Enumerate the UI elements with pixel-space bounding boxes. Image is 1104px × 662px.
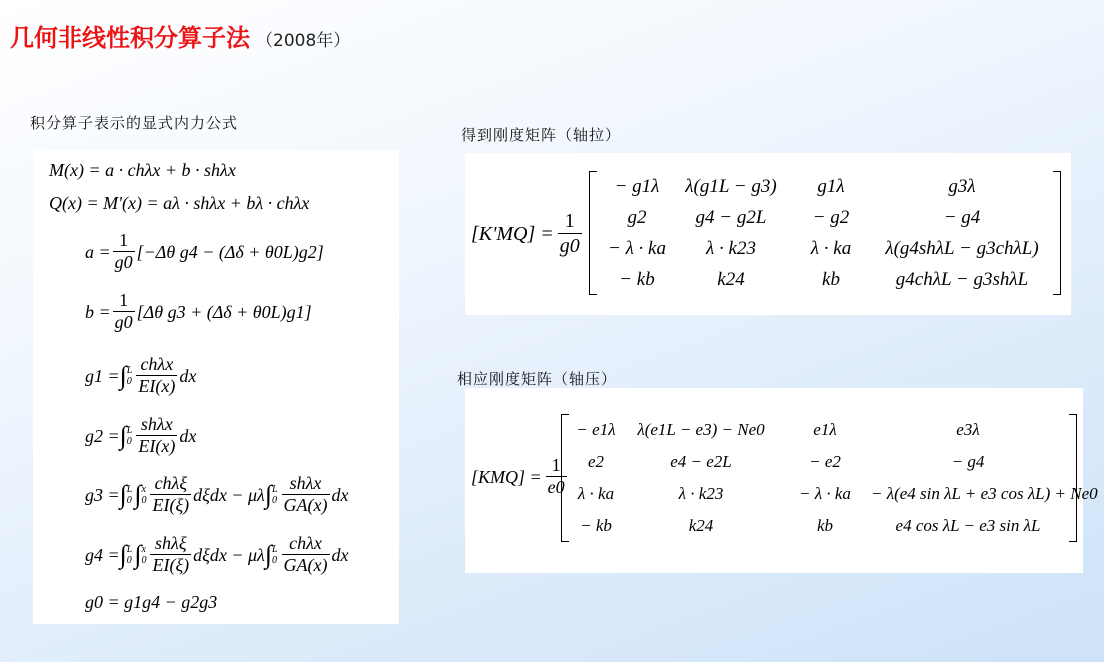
- compression-matrix-row: [569, 414, 1065, 446]
- compression-matrix-cell: − e1λ: [576, 420, 616, 439]
- compression-coef-denominator: e0: [547, 477, 565, 498]
- integral-limits: x 0: [141, 484, 147, 506]
- tension-matrix-row: [599, 171, 1049, 202]
- compression-matrix-cell: − kb: [580, 516, 612, 535]
- compression-matrix-cell: e4 cos λL − e3 sin λL: [895, 516, 1041, 535]
- compression-matrix-cell: − λ(e4 sin λL + e3 cos λL) + Ne0: [871, 484, 1098, 503]
- formula-g4-fraction-1: [150, 533, 191, 576]
- tension-matrix-cell: λ · k23: [706, 238, 756, 259]
- compression-matrix-cell: kb: [816, 516, 834, 535]
- formula-g4-middle: dξdx − μλ: [193, 544, 265, 565]
- tension-matrix-cell: − g1λ: [614, 176, 660, 197]
- formula-g3-denominator-1: EI(ξ): [152, 495, 190, 516]
- integral-icon: ∫: [119, 361, 127, 390]
- formula-g1-denominator: EI(x): [138, 376, 176, 397]
- compression-matrix-cell: − e2: [809, 452, 841, 471]
- compression-label: 相应刚度矩阵（轴压）: [457, 370, 618, 388]
- tension-matrix-cell: λ · ka: [810, 238, 852, 259]
- compression-matrix-row: [569, 446, 1065, 478]
- formula-g2-dx: dx: [179, 425, 197, 446]
- compression-matrix-row: [569, 478, 1098, 510]
- formula-g4-numerator-2: chλx: [289, 533, 322, 554]
- compression-matrix-panel: [465, 388, 1098, 573]
- tension-equation: [471, 153, 584, 315]
- compression-matrix-cell: λ · ka: [577, 484, 615, 503]
- formula-g4-denominator-2: GA(x): [283, 555, 328, 576]
- compression-matrix-row: [569, 510, 1065, 542]
- formula-g4-lhs: g4 =: [85, 544, 120, 565]
- compression-right-bracket: [1069, 414, 1077, 542]
- tension-label: 得到刚度矩阵（轴拉）: [461, 126, 622, 144]
- tension-right-bracket: [1053, 171, 1061, 295]
- formula-a-rhs: [−Δθ g4 − (Δδ + θ0L)g2]: [136, 241, 324, 262]
- formula-g4-denominator-1: EI(ξ): [152, 555, 190, 576]
- integral-icon: ∫: [119, 421, 127, 450]
- formula-g3: [85, 472, 349, 518]
- compression-matrix-cell: e1λ: [813, 420, 837, 439]
- compression-matrix: [569, 414, 1098, 542]
- compression-left-bracket: [561, 414, 569, 542]
- tension-matrix-cell: − g2: [812, 207, 850, 228]
- integral-icon: ∫: [264, 540, 272, 569]
- compression-matrix-cell: − g4: [951, 452, 985, 471]
- formula-a-lhs: a =: [85, 241, 111, 262]
- compression-equation: [471, 388, 569, 566]
- integral-icon: ∫: [119, 540, 127, 569]
- formula-g4-numerator-1: shλξ: [155, 533, 187, 554]
- tension-matrix-cell: k24: [717, 269, 745, 290]
- compression-matrix-cell: − λ · ka: [799, 484, 851, 503]
- formula-moment: M(x) = a · chλx + b · shλx: [49, 160, 236, 180]
- formula-g2-lhs: g2 =: [85, 425, 120, 446]
- title-year: （2008年）: [256, 31, 351, 51]
- integral-limits: L 0: [126, 484, 133, 506]
- formula-g3-fraction-1: [150, 473, 191, 516]
- formula-a: [85, 230, 324, 274]
- compression-lhs: [KMQ] =: [471, 466, 542, 487]
- integral-icon: ∫: [264, 480, 272, 509]
- tension-matrix-row: [599, 233, 1049, 264]
- formula-b-rhs: [Δθ g3 + (Δδ + θ0L)g1]: [136, 301, 312, 322]
- formula-g2-denominator: EI(x): [138, 436, 176, 457]
- formula-g3-fraction-2: [282, 473, 330, 516]
- formula-panel: [33, 150, 399, 624]
- formula-g4-dx: dx: [331, 544, 349, 565]
- formula-g1: [85, 353, 196, 399]
- tension-matrix-cell: − λ · ka: [608, 238, 666, 259]
- compression-coef-numerator: 1: [551, 455, 561, 476]
- compression-matrix-cell: λ · k23: [678, 484, 724, 503]
- formula-b-denominator: g0: [114, 312, 133, 333]
- tension-matrix-cell: − g4: [943, 207, 981, 228]
- formula-g1-lhs: g1 =: [85, 365, 120, 386]
- tension-matrix-panel: [465, 153, 1071, 315]
- formula-b: [85, 290, 312, 334]
- tension-matrix-cell: kb: [822, 269, 840, 290]
- formula-g1-dx: dx: [179, 365, 197, 386]
- formula-b-lhs: b =: [85, 301, 111, 322]
- tension-matrix-row: [599, 264, 1049, 295]
- integral-limits: L 0: [126, 544, 133, 566]
- formula-g2-fraction: [136, 414, 177, 457]
- tension-matrix: [599, 171, 1049, 295]
- formula-g3-middle: dξdx − μλ: [193, 484, 265, 505]
- tension-matrix-cell: g2: [627, 207, 647, 228]
- title-main: 几何非线性积分算子法: [10, 24, 250, 52]
- formula-g4-fraction-2: [282, 533, 330, 576]
- tension-coef-numerator: 1: [564, 210, 575, 232]
- formula-a-numerator: 1: [119, 230, 129, 251]
- formula-a-denominator: g0: [114, 252, 133, 273]
- formula-shear: Q(x) = M'(x) = aλ · shλx + bλ · chλx: [49, 193, 310, 213]
- formula-g4: [85, 532, 349, 578]
- compression-matrix-cell: e3λ: [956, 420, 980, 439]
- integral-limits: x 0: [141, 544, 147, 566]
- page-title: [10, 18, 350, 53]
- formula-g1-numerator: chλx: [140, 354, 174, 375]
- compression-matrix-cell: e4 − e2L: [670, 452, 732, 471]
- formula-g2: [85, 413, 196, 459]
- formula-b-numerator: 1: [119, 290, 129, 311]
- formula-g3-lhs: g3 =: [85, 484, 120, 505]
- formula-g3-numerator-1: chλξ: [154, 473, 188, 494]
- tension-matrix-cell: g1λ: [817, 176, 845, 197]
- tension-matrix-cell: g3λ: [948, 176, 976, 197]
- formulas-label: 积分算子表示的显式内力公式: [30, 114, 239, 132]
- formula-g3-dx: dx: [331, 484, 349, 505]
- tension-left-bracket: [589, 171, 597, 295]
- formula-g3-numerator-2: shλx: [289, 473, 322, 494]
- compression-matrix-cell: λ(e1L − e3) − Ne0: [637, 420, 765, 439]
- formula-a-fraction: [113, 230, 135, 273]
- integral-icon: ∫: [134, 540, 142, 569]
- formula-g3-denominator-2: GA(x): [283, 495, 328, 516]
- tension-lhs: [K'MQ] =: [471, 222, 554, 245]
- integral-limits: L 0: [126, 425, 133, 447]
- integral-icon: ∫: [119, 480, 127, 509]
- formula-b-fraction: [113, 290, 135, 333]
- compression-matrix-cell: k24: [688, 516, 714, 535]
- formula-g1-fraction: [136, 354, 177, 397]
- tension-matrix-cell: g4chλL − g3shλL: [895, 269, 1029, 290]
- integral-limits: L 0: [271, 544, 278, 566]
- tension-coef-denominator: g0: [559, 235, 580, 257]
- compression-matrix-cell: e2: [587, 452, 605, 471]
- tension-coefficient: [558, 210, 582, 258]
- integral-limits: L 0: [126, 365, 133, 387]
- tension-matrix-cell: λ(g4shλL − g3chλL): [885, 238, 1039, 259]
- integral-icon: ∫: [134, 480, 142, 509]
- formula-g0: g0 = g1g4 − g2g3: [85, 592, 218, 612]
- tension-matrix-cell: − kb: [619, 269, 655, 290]
- tension-matrix-row: [599, 202, 1049, 233]
- formula-g2-numerator: shλx: [140, 414, 173, 435]
- tension-matrix-cell: g4 − g2L: [695, 207, 767, 228]
- integral-limits: L 0: [271, 484, 278, 506]
- tension-matrix-cell: λ(g1L − g3): [685, 176, 777, 197]
